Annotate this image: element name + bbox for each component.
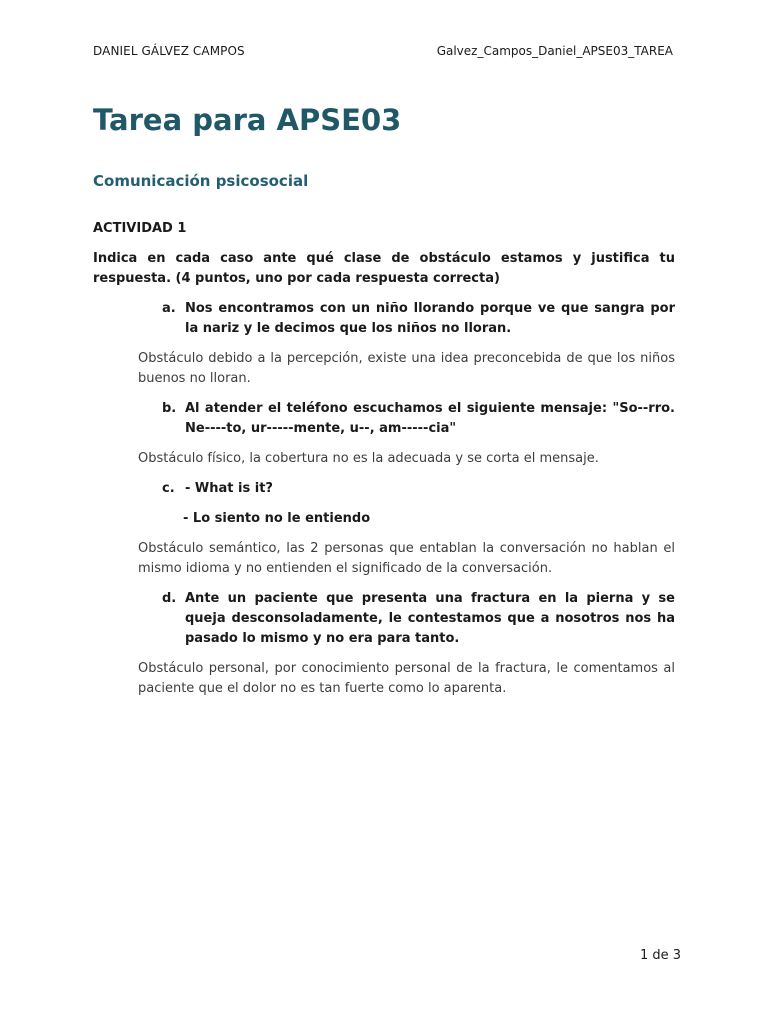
activity-label: ACTIVIDAD 1: [93, 221, 187, 236]
question-a: [162, 299, 675, 339]
dialogue-reply: - Lo siento no le entiendo: [183, 511, 371, 526]
answer-d: Obstáculo personal, por conocimiento personal de la fractura, le comentamos al paciente que el dolor no es tan fuerte como lo aparenta.: [138, 661, 675, 696]
document-subtitle: Comunicación psicosocial: [93, 172, 309, 190]
header-filename: Galvez_Campos_Daniel_APSE03_TAREA: [436, 44, 673, 58]
question-text: - What is it?: [185, 481, 273, 496]
question-d: [162, 589, 675, 649]
question-letter: b.: [162, 401, 177, 416]
question-text: Nos encontramos con un niño llorando porque ve que sangra por la nariz y le decimos que los niños no lloran.: [185, 301, 675, 336]
document-title: Tarea para APSE03: [93, 103, 402, 137]
answer-b: Obstáculo físico, la cobertura no es la adecuada y se corta el mensaje.: [138, 451, 599, 466]
question-c: [162, 479, 675, 499]
instructions: Indica en cada caso ante qué clase de obstáculo estamos y justifica tu respuesta. (4 puntos, uno por cada respuesta correcta): [93, 251, 675, 286]
page-number: 1 de 3: [640, 948, 682, 963]
answer-c: Obstáculo semántico, las 2 personas que entablan la conversación no hablan el mismo idioma y no entienden el significado de la conversación.: [138, 541, 675, 576]
answer-a: Obstáculo debido a la percepción, existe una idea preconcebida de que los niños buenos no lloran.: [138, 351, 675, 386]
question-text: Al atender el teléfono escuchamos el siguiente mensaje: "So--rro. Ne----to, ur-----mente, u--, am-----cia": [185, 401, 675, 436]
question-b: [162, 399, 675, 439]
question-letter: d.: [162, 591, 177, 606]
question-letter: a.: [162, 301, 176, 316]
question-letter: c.: [162, 481, 175, 496]
header-author: DANIEL GÁLVEZ CAMPOS: [93, 44, 245, 58]
question-text: Ante un paciente que presenta una fractura en la pierna y se queja desconsoladamente, le contestamos que a nosotros nos ha pasado lo mismo y no era para tanto.: [185, 591, 675, 646]
document-body: [93, 219, 675, 709]
